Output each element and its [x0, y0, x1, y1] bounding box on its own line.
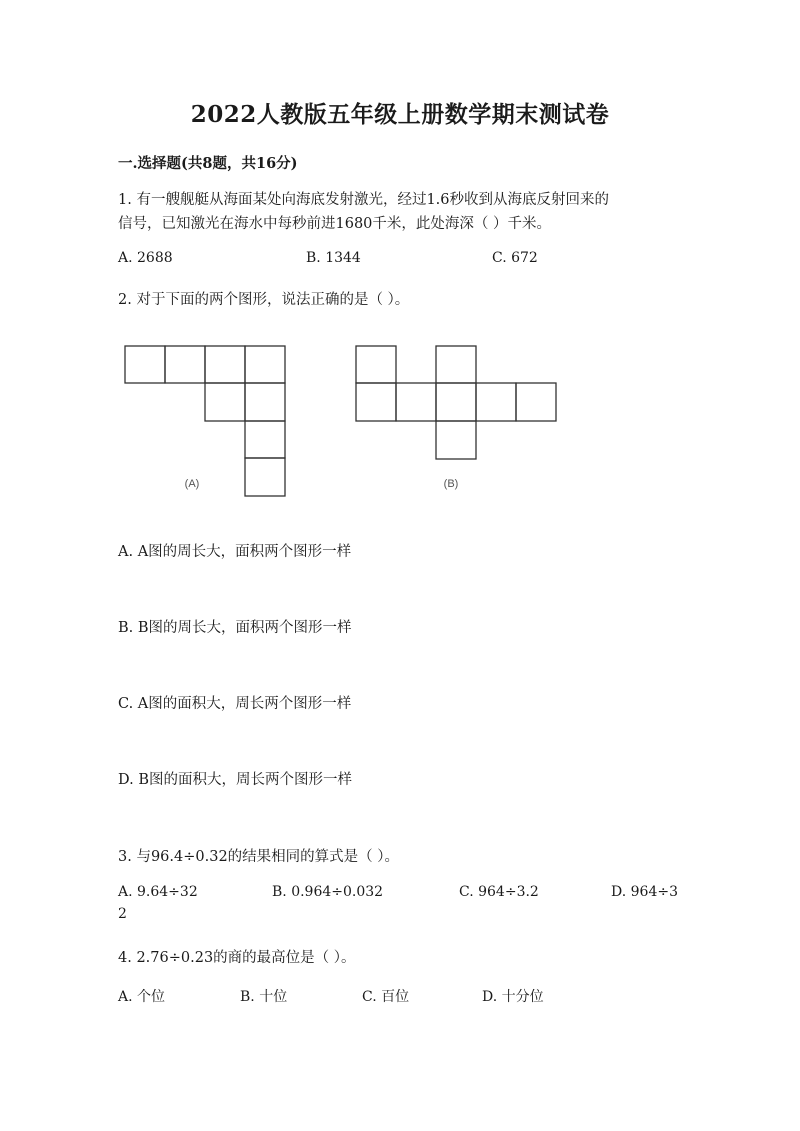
question-3-stem: 3. 与96.4÷0.32的结果相同的算式是（ ）。	[118, 849, 400, 865]
question-4-stem: 4. 2.76÷0.23的商的最高位是（ ）。	[118, 950, 356, 966]
section-heading: 一.选择题(共8题，共16分)	[118, 155, 298, 172]
question-4-option-b: B. 十位	[240, 989, 288, 1005]
question-3-option-a: A. 9.64÷32	[118, 884, 198, 900]
question-1-option-b: B. 1344	[306, 250, 361, 266]
page-title: 2022人教版五年级上册数学期末测试卷	[190, 101, 610, 128]
question-3-option-d: D. 964÷3	[611, 884, 678, 900]
question-4-option-d: D. 十分位	[482, 989, 544, 1005]
question-2-option-a: A. A图的周长大，面积两个图形一样	[118, 544, 352, 560]
question-2-stem: 2. 对于下面的两个图形，说法正确的是（ ）。	[118, 292, 410, 308]
question-1-stem-line-1: 1. 有一艘舰艇从海面某处向海底发射激光，经过1.6秒收到从海底反射回来的	[118, 192, 610, 208]
question-4-option-a: A. 个位	[118, 989, 166, 1005]
question-2-option-d: D. B图的面积大，周长两个图形一样	[118, 772, 352, 788]
question-1-option-a: A. 2688	[118, 250, 173, 266]
question-3-option-c: C. 964÷3.2	[459, 884, 539, 900]
question-2-figure	[124, 342, 561, 498]
question-3-option-d-wrap: 2	[118, 906, 127, 922]
question-1-option-c: C. 672	[492, 250, 538, 266]
question-4-option-c: C. 百位	[362, 989, 410, 1005]
question-1-stem-line-2: 信号，已知激光在海水中每秒前进1680千米，此处海深（ ）千米。	[118, 216, 552, 232]
question-3-option-b: B. 0.964÷0.032	[272, 884, 384, 900]
figure-b-label: (B)	[443, 478, 459, 490]
question-2-option-b: B. B图的周长大，面积两个图形一样	[118, 620, 352, 636]
net-figures-svg	[124, 342, 561, 498]
figure-a-label: (A)	[184, 478, 200, 490]
question-2-option-c: C. A图的面积大，周长两个图形一样	[118, 696, 352, 712]
